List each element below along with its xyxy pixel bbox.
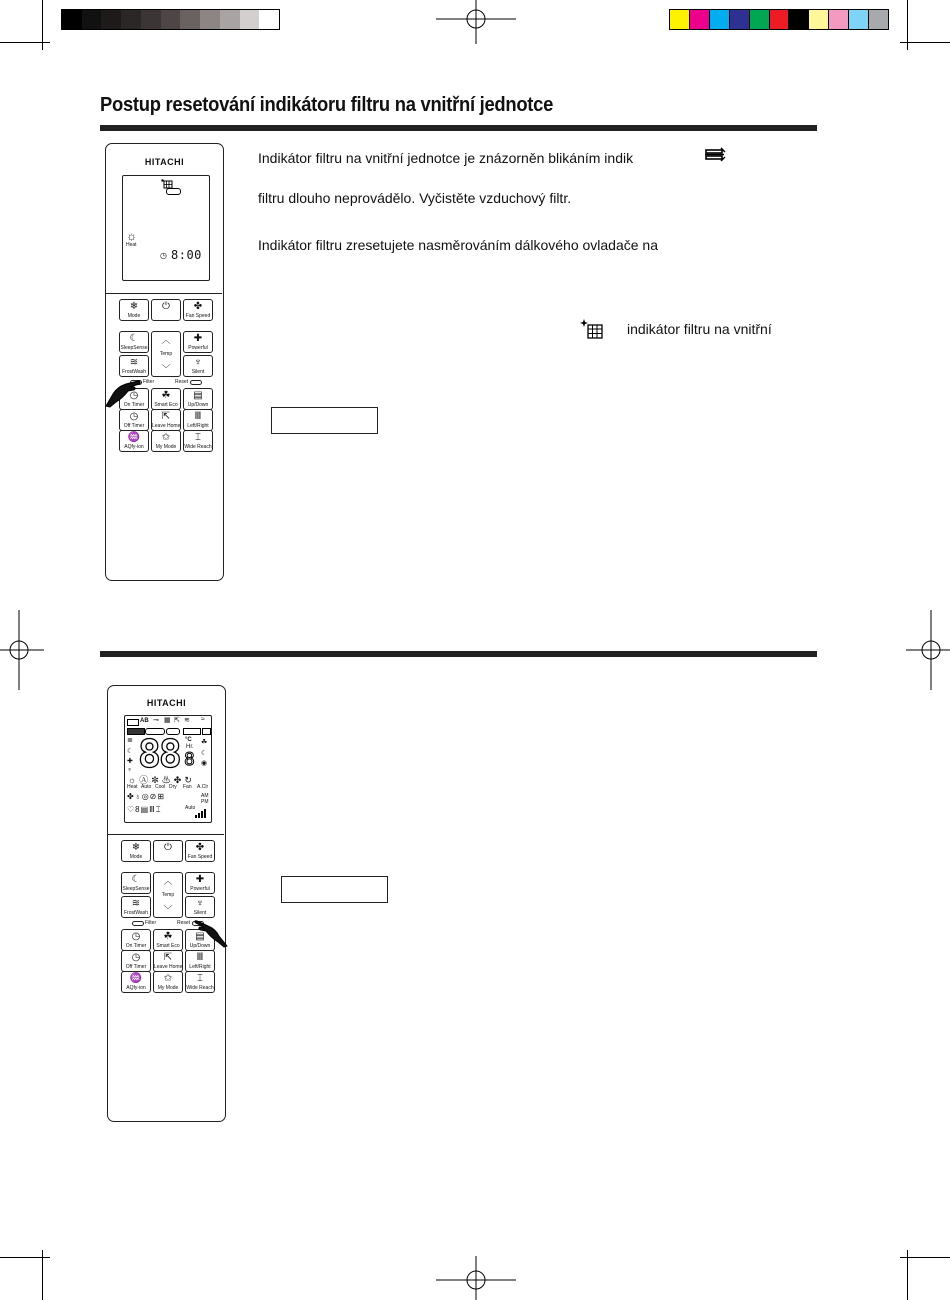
- lcd-mode-label: Heat: [127, 784, 138, 790]
- silent-button[interactable]: [185, 896, 215, 918]
- aqfy-ion-button[interactable]: [119, 430, 149, 452]
- color-swatch: [730, 10, 750, 29]
- lcd-auto: Auto: [185, 805, 196, 811]
- button-label: Silent: [191, 369, 205, 375]
- button-label: Silent: [193, 910, 207, 916]
- temp-label: Temp: [159, 351, 173, 357]
- off-timer-button[interactable]: [119, 409, 149, 431]
- chevron-up-icon[interactable]: ︿: [161, 335, 171, 345]
- up-down-button[interactable]: [183, 388, 213, 410]
- mode-icons: ☼Ⓐ✼♨✤↻: [128, 775, 195, 785]
- smart-eco-button[interactable]: [151, 388, 181, 410]
- lcd-display: [122, 175, 210, 281]
- button-label: Fan Speed: [187, 854, 213, 860]
- reset-label: Reset: [177, 920, 191, 926]
- eco-icon: ☘: [201, 739, 208, 746]
- chevron-down-icon[interactable]: ﹀: [161, 364, 171, 374]
- color-swatch: [869, 10, 888, 29]
- sleepsense-button[interactable]: [121, 872, 151, 894]
- lcd-status-icons: ✤♁◎⊘⊞: [127, 792, 166, 801]
- on-timer-button[interactable]: [121, 929, 151, 951]
- lcd-time: 8:00: [171, 248, 202, 262]
- lcd-mode-label: Dry: [169, 784, 177, 790]
- page-title: Postup resetování indikátoru filtru na vnitřní jednotce: [100, 94, 554, 116]
- swing-icon: ≣: [127, 737, 133, 744]
- button-label: On Timer: [125, 943, 147, 949]
- wide-reach-button[interactable]: [185, 971, 215, 993]
- remote-divider: [106, 293, 222, 294]
- sensor-icon: ◉: [201, 760, 208, 767]
- lcd-status-icons-2: ♡8▤Ⅲ⌶: [127, 805, 162, 814]
- button-label: SleepSense: [120, 345, 148, 351]
- lcd-mode-label: Cool: [155, 784, 166, 790]
- button-label: Leave Home: [154, 964, 183, 970]
- button-label: Left/Right: [189, 964, 211, 970]
- mode-icon: ❄: [129, 301, 139, 312]
- crop-mark: [0, 42, 50, 43]
- button-label: Up/Down: [187, 402, 209, 408]
- gray-swatch: [82, 10, 102, 29]
- button-label: My Mode: [157, 985, 179, 991]
- lcd-hours: Hr.: [186, 744, 194, 750]
- lcd-mode-label: Auto: [141, 784, 152, 790]
- signal-bars-icon: [195, 808, 209, 818]
- lcd-pill-indicator: [183, 728, 201, 735]
- left-right-button[interactable]: [185, 950, 215, 972]
- instruction-line-2: filtru dlouho neprovádělo. Vyčistěte vzduchový filtr.: [258, 190, 572, 206]
- sun-icon: ☼: [126, 229, 137, 243]
- button-label: AQfy-ion: [124, 444, 144, 450]
- fan-speed-button[interactable]: [183, 299, 213, 321]
- powerful-icon: ✚: [127, 758, 133, 765]
- reset-label: Reset: [175, 379, 189, 385]
- wifi-icon: ≈: [201, 716, 205, 723]
- instruction-line-1: Indikátor filtru na vnitřní jednotce je znázorněn blikáním indik: [258, 150, 634, 166]
- my-mode-button[interactable]: [153, 971, 183, 993]
- powerful-icon: ✚: [195, 874, 205, 885]
- clock-icon: ◷: [160, 251, 167, 260]
- left-right-button[interactable]: [183, 409, 213, 431]
- lcd-ab-label: AB: [140, 718, 149, 724]
- chevron-down-icon[interactable]: ﹀: [163, 905, 173, 915]
- button-label: On Timer: [123, 402, 145, 408]
- lcd-pill-indicator: [166, 188, 181, 195]
- note-box: [271, 407, 378, 434]
- my-mode-icon: ✩: [163, 973, 173, 984]
- crop-mark: [900, 42, 950, 43]
- my-mode-icon: ✩: [161, 432, 171, 443]
- button-label: Wide Reach: [184, 444, 212, 450]
- sleepsense-button[interactable]: [119, 331, 149, 353]
- silent-button[interactable]: [183, 355, 213, 377]
- leave-home-icon: ⇱: [163, 952, 173, 963]
- off-timer-button[interactable]: [121, 950, 151, 972]
- button-label: Fan Speed: [185, 313, 211, 319]
- gray-swatch: [161, 10, 181, 29]
- aqfy-ion-icon: ♒: [127, 432, 141, 443]
- wide-reach-button[interactable]: [183, 430, 213, 452]
- button-label: Mode: [127, 313, 141, 319]
- color-calibration-strip: [669, 9, 889, 30]
- fan-speed-icon: ✤: [193, 301, 203, 312]
- sleepsense-icon: ☾: [129, 333, 139, 344]
- frostwash-icon: ≋: [184, 717, 190, 724]
- crop-mark: [0, 1257, 50, 1258]
- button-label: Powerful: [190, 886, 210, 892]
- leave-home-icon: ⇱: [161, 411, 171, 422]
- button-label: Smart Eco: [156, 943, 180, 949]
- remote-divider: [108, 834, 224, 835]
- up-down-icon: ▤: [193, 390, 203, 401]
- sleep-icon: ☾: [127, 748, 134, 755]
- button-label: Smart Eco: [154, 402, 178, 408]
- sleepsense-icon: ☾: [201, 750, 208, 757]
- up-down-icon: ▤: [195, 931, 205, 942]
- remote-control-1: [105, 143, 224, 581]
- button-label: Powerful: [188, 345, 208, 351]
- color-swatch: [849, 10, 869, 29]
- gray-swatch: [220, 10, 240, 29]
- sleepsense-icon: ☾: [131, 874, 141, 885]
- silent-icon: ♆: [194, 357, 202, 368]
- crop-mark: [900, 1257, 950, 1258]
- fan-speed-button[interactable]: [185, 840, 215, 862]
- button-label: Wide Reach: [186, 985, 214, 991]
- registration-target-left: [0, 610, 44, 690]
- button-label: Off Timer: [123, 423, 145, 429]
- power-icon: ⏻: [162, 301, 170, 312]
- section-rule: [100, 125, 817, 131]
- gray-swatch: [121, 10, 141, 29]
- gray-swatch: [240, 10, 260, 29]
- button-label: Left/Right: [187, 423, 209, 429]
- lcd-mode-label: Heat: [126, 242, 137, 248]
- smart-eco-icon: ☘: [163, 931, 173, 942]
- filter-label: Filter: [145, 920, 157, 926]
- left-right-icon: Ⅲ: [196, 952, 204, 963]
- gray-swatch: [200, 10, 220, 29]
- pointing-hand-icon: [104, 378, 142, 408]
- battery-icon: [127, 719, 139, 726]
- reset-button[interactable]: [190, 380, 202, 385]
- temp-rocker[interactable]: [151, 331, 181, 377]
- button-label: SleepSense: [122, 886, 150, 892]
- lcd-pm: PM: [201, 799, 209, 805]
- instruction-line-4: indikátor filtru na vnitřní: [627, 321, 772, 337]
- aqfy-ion-button[interactable]: [121, 971, 151, 993]
- frostwash-button[interactable]: [119, 355, 149, 377]
- button-label: Up/Down: [189, 943, 211, 949]
- powerful-icon: ✚: [193, 333, 203, 344]
- gray-swatch: [141, 10, 161, 29]
- chevron-up-icon[interactable]: ︿: [163, 876, 173, 886]
- mode-icon: ❄: [131, 842, 141, 853]
- color-swatch: [670, 10, 690, 29]
- temp-label: Temp: [161, 892, 175, 898]
- leave-home-icon: ⇱: [174, 717, 180, 724]
- on-timer-icon: ◷: [131, 931, 141, 942]
- power-button[interactable]: [151, 299, 181, 321]
- button-label: AQfy-ion: [126, 985, 146, 991]
- button-label: FrostWash: [124, 910, 148, 916]
- powerful-button[interactable]: [185, 872, 215, 894]
- button-label: My Mode: [155, 444, 177, 450]
- my-mode-button[interactable]: [151, 430, 181, 452]
- wide-reach-icon: ⌶: [197, 973, 203, 984]
- color-swatch: [829, 10, 849, 29]
- section-rule: [100, 651, 817, 657]
- leave-home-button[interactable]: [153, 950, 183, 972]
- color-swatch: [750, 10, 770, 29]
- hitachi-logo: HITACHI: [146, 698, 187, 708]
- gray-swatch: [101, 10, 121, 29]
- grayscale-calibration-strip: [61, 9, 280, 30]
- button-label: Mode: [129, 854, 143, 860]
- gray-swatch: [180, 10, 200, 29]
- frostwash-icon: ≋: [129, 357, 139, 368]
- button-label: Leave Home: [152, 423, 181, 429]
- note-box: [281, 876, 388, 903]
- filter-button[interactable]: [132, 921, 144, 926]
- pointing-hand-icon: [193, 916, 229, 948]
- button-label: Off Timer: [125, 964, 147, 970]
- frostwash-button[interactable]: [121, 896, 151, 918]
- filter-reset-icon: [580, 318, 604, 340]
- filter-indicator-icon: [704, 147, 726, 163]
- mode-button[interactable]: [119, 299, 149, 321]
- instruction-line-3: Indikátor filtru zresetujete nasměrováním dálkového ovladače na: [258, 237, 658, 253]
- registration-target-right: [906, 610, 950, 690]
- smart-eco-icon: ☘: [161, 390, 171, 401]
- aqfy-ion-icon: ♒: [129, 973, 143, 984]
- lcd-pill-indicator: [202, 728, 211, 735]
- color-swatch: [789, 10, 809, 29]
- remote-control-2: [107, 685, 226, 1122]
- off-timer-icon: ◷: [131, 952, 141, 963]
- gray-swatch: [62, 10, 82, 29]
- registration-target-bottom: [436, 1256, 516, 1300]
- on-timer-icon: ◷: [129, 390, 139, 401]
- power-button[interactable]: [153, 840, 183, 862]
- power-icon: ⏻: [164, 842, 172, 853]
- mode-button[interactable]: [121, 840, 151, 862]
- off-timer-icon: ◷: [129, 411, 139, 422]
- silent-icon: ♆: [127, 767, 133, 774]
- lcd-display-full: [124, 715, 212, 823]
- lcd-big-digits: 88: [138, 732, 180, 776]
- smart-eco-button[interactable]: [153, 929, 183, 951]
- fan-speed-icon: ✤: [195, 842, 205, 853]
- filter-label: Filter: [143, 379, 155, 385]
- lcd-mode-label: A.Clr: [197, 784, 209, 790]
- lcd-am: AM: [201, 793, 209, 799]
- color-swatch: [809, 10, 829, 29]
- button-label: FrostWash: [122, 369, 146, 375]
- temp-rocker[interactable]: [153, 872, 183, 918]
- filter-lcd-icon: ▦: [164, 717, 171, 724]
- powerful-button[interactable]: [183, 331, 213, 353]
- color-swatch: [710, 10, 730, 29]
- color-swatch: [690, 10, 710, 29]
- lcd-celsius: °C: [185, 737, 192, 743]
- hitachi-logo: HITACHI: [144, 157, 185, 167]
- gray-swatch: [259, 10, 279, 29]
- registration-target-top: [436, 0, 516, 44]
- lcd-small-digit: 8: [184, 749, 195, 770]
- key-icon: ⊸: [153, 717, 159, 724]
- lcd-mode-label: Fan: [183, 784, 192, 790]
- silent-icon: ♆: [196, 898, 204, 909]
- leave-home-button[interactable]: [151, 409, 181, 431]
- color-swatch: [770, 10, 790, 29]
- frostwash-icon: ≋: [131, 898, 141, 909]
- left-right-icon: Ⅲ: [194, 411, 202, 422]
- wide-reach-icon: ⌶: [195, 432, 201, 443]
